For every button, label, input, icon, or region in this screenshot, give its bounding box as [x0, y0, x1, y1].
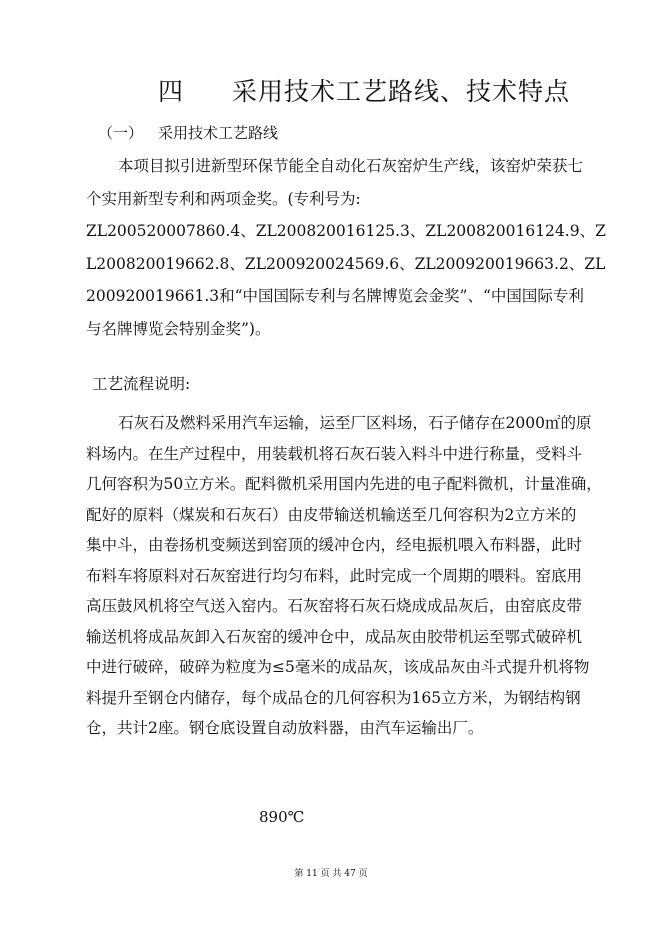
paragraph-line: 与名牌博览会特别金奖”)。	[86, 319, 271, 338]
temperature-label: 890℃	[259, 808, 305, 826]
paragraph-line: 输送机将成品灰卸入石灰窑的缓冲仓中，成品灰由胶带机运至鄂式破碎机	[86, 627, 583, 646]
paragraph-line: 石灰石及燃料采用汽车运输，运至厂区料场，石子储存在2000㎡的原	[118, 414, 592, 432]
paragraph-line: 个实用新型专利和两项金奖。(专利号为:	[86, 189, 361, 208]
section-title-text: 采用技术工艺路线	[158, 124, 279, 142]
paragraph-line: 集中斗，由卷扬机变频送到窑顶的缓冲仓内，经电振机喂入布料器，此时	[86, 536, 583, 554]
paragraph-line: L200820019662.8、ZL200920024569.6、ZL200920019663.2、ZL	[86, 254, 606, 273]
paragraph-line: 布料车将原料对石灰窑进行均匀布料，此时完成一个周期的喂料。窑底用	[86, 566, 583, 585]
paragraph-line: 200920019661.3和“中国国际专利与名牌博览会金奖”、“中国国际专利	[86, 287, 584, 306]
process-paragraph	[86, 408, 602, 744]
page-footer: 第 11 页 共 47 页	[294, 869, 368, 879]
intro-paragraph	[86, 150, 606, 346]
chapter-number: 四	[158, 77, 185, 106]
paragraph-line: ZL200520007860.4、ZL200820016125.3、ZL200820016124.9、Z	[86, 222, 606, 241]
section-number: （一）	[98, 124, 144, 142]
paragraph-line: 高压鼓风机将空气送入窑内。石灰窑将石灰石烧成成品灰后，由窑底皮带	[86, 597, 583, 615]
section-heading	[98, 122, 278, 143]
paragraph-line: 中进行破碎，破碎为粒度为≤5毫米的成品灰，该成品灰由斗式提升机将物	[86, 658, 590, 676]
paragraph-line: 料场内。在生产过程中，用装载机将石灰石装入料斗中进行称量，受料斗	[86, 444, 583, 463]
paragraph-line: 仓，共计2座。钢仓底设置自动放料器，由汽车运输出厂。	[86, 719, 484, 737]
chapter-title	[158, 72, 570, 108]
paragraph-line: 本项目拟引进新型环保节能全自动化石灰窑炉生产线，该窑炉荣获七	[118, 157, 584, 175]
chapter-title-text: 采用技术工艺路线、技术特点	[232, 77, 571, 106]
paragraph-line: 配好的原料（煤炭和石灰石）由皮带输送机输送至几何容积为2立方米的	[86, 505, 577, 524]
paragraph-line: 料提升至钢仓内储存，每个成品仓的几何容积为165立方米，为钢结构钢	[86, 688, 581, 707]
process-label: 工艺流程说明:	[92, 375, 191, 393]
paragraph-line: 几何容积为50立方米。配料微机采用国内先进的电子配料微机，计量准确，	[86, 475, 602, 493]
